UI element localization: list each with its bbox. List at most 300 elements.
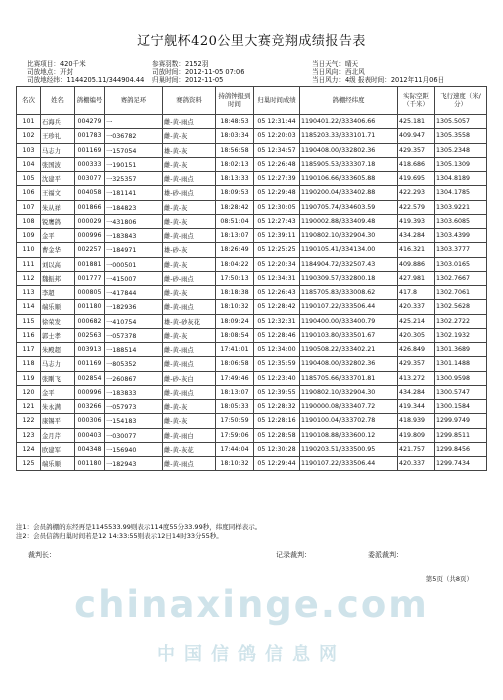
- table-cell: 426.849: [398, 343, 435, 357]
- table-cell: 434.284: [398, 385, 435, 399]
- table-cell: 103: [17, 143, 41, 157]
- table-cell: 雌-黄-灰花: [163, 442, 216, 456]
- table-row: [17, 385, 487, 399]
- table-cell: 1303.4399: [435, 229, 487, 243]
- table-cell: 1302.1932: [435, 328, 487, 342]
- table-cell: 107: [17, 200, 41, 214]
- table-row: [17, 214, 487, 228]
- table-cell: 419.344: [398, 400, 435, 414]
- table-cell: 110: [17, 243, 41, 257]
- table-cell: 1300.5747: [435, 385, 487, 399]
- table-cell: 一030077: [105, 428, 163, 442]
- table-cell: 1185203.33/333101.71: [300, 129, 398, 143]
- table-cell: 1190802.10/332904.30: [300, 385, 398, 399]
- table-cell: 18:09:24: [216, 314, 254, 328]
- table-row: [17, 314, 487, 328]
- table-header-row: [17, 87, 487, 115]
- page-number: 第5页（共8页）: [425, 575, 473, 583]
- footnotes: [16, 523, 261, 541]
- table-cell: 000805: [75, 286, 105, 300]
- table-cell: 418.939: [398, 414, 435, 428]
- table-cell: 康锡平: [41, 414, 75, 428]
- table-cell: 雌-黄-灰: [163, 200, 216, 214]
- table-row: [17, 428, 487, 442]
- table-row: [17, 357, 487, 371]
- table-cell: 一: [105, 115, 163, 129]
- meta-item: 当日风向：西北风: [312, 68, 365, 76]
- table-cell: 雌-黄-灰: [163, 157, 216, 171]
- table-cell: 001169: [75, 357, 105, 371]
- table-cell: 108: [17, 214, 41, 228]
- table-cell: 001866: [75, 200, 105, 214]
- table-cell: 1301.3689: [435, 343, 487, 357]
- table-cell: 001777: [75, 271, 105, 285]
- table-cell: 一190151: [105, 157, 163, 171]
- table-cell: 1303.0165: [435, 257, 487, 271]
- report-title: 辽宁舰杯420公里大赛竞翔成绩报告表: [137, 34, 366, 49]
- table-cell: 121: [17, 400, 41, 414]
- table-cell: 雌-黄-灰: [163, 400, 216, 414]
- table-cell: 05 12:25:25: [254, 243, 300, 257]
- table-cell: 05 12:28:46: [254, 328, 300, 342]
- table-cell: 409.947: [398, 129, 435, 143]
- table-cell: 123: [17, 428, 41, 442]
- watermark-domain: chinaxinge.com: [74, 583, 429, 626]
- table-cell: 1190002.88/333409.48: [300, 214, 398, 228]
- table-cell: 419.695: [398, 172, 435, 186]
- table-cell: 王珍礼: [41, 129, 75, 143]
- table-cell: 王福文: [41, 186, 75, 200]
- table-cell: 05 12:32:31: [254, 314, 300, 328]
- table-cell: 05 12:28:16: [254, 414, 300, 428]
- table-cell: 001169: [75, 143, 105, 157]
- table-cell: 001783: [75, 129, 105, 143]
- table-cell: 1300.9598: [435, 371, 487, 385]
- table-cell: 一154183: [105, 414, 163, 428]
- table-cell: 沈建平: [41, 172, 75, 186]
- table-cell: 雌-砂-灰白: [163, 371, 216, 385]
- table-cell: 118: [17, 357, 41, 371]
- table-cell: 004348: [75, 442, 105, 456]
- table-cell: 雄-砂-灰: [163, 243, 216, 257]
- table-cell: 李超: [41, 286, 75, 300]
- table-cell: 18:18:38: [216, 286, 254, 300]
- table-cell: 1190107.22/333506.44: [300, 300, 398, 314]
- table-cell: 金月芹: [41, 428, 75, 442]
- table-row: [17, 400, 487, 414]
- table-cell: 001881: [75, 257, 105, 271]
- table-cell: 1299.8456: [435, 442, 487, 456]
- table-row: [17, 200, 487, 214]
- table-cell: 05 12:26:48: [254, 157, 300, 171]
- table-cell: 雌-黄-灰: [163, 414, 216, 428]
- table-cell: 004279: [75, 115, 105, 129]
- table-cell: 1190400.00/333400.79: [300, 314, 398, 328]
- table-cell: 1303.3777: [435, 243, 487, 257]
- column-header: 实际空距（千米）: [398, 87, 435, 115]
- table-row: [17, 300, 487, 314]
- table-cell: 一057378: [105, 328, 163, 342]
- table-cell: 张剛飞: [41, 371, 75, 385]
- table-cell: 1184904.72/332507.43: [300, 257, 398, 271]
- meta-item: 比赛项目：420千米: [27, 60, 86, 68]
- table-cell: 雌-黄-灰: [163, 257, 216, 271]
- table-cell: 1190108.88/333600.12: [300, 428, 398, 442]
- table-cell: 003913: [75, 343, 105, 357]
- table-row: [17, 157, 487, 171]
- table-cell: 102: [17, 129, 41, 143]
- table-cell: 000996: [75, 385, 105, 399]
- table-cell: 420.337: [398, 300, 435, 314]
- table-cell: 1185705.83/333008.62: [300, 286, 398, 300]
- table-cell: 1302.5628: [435, 300, 487, 314]
- table-cell: 欧建军: [41, 442, 75, 456]
- table-cell: 一188514: [105, 343, 163, 357]
- table-cell: 17:44:04: [216, 442, 254, 456]
- table-cell: 18:06:58: [216, 357, 254, 371]
- table-cell: 434.284: [398, 229, 435, 243]
- table-cell: 05 12:39:11: [254, 229, 300, 243]
- table-cell: 002257: [75, 243, 105, 257]
- table-row: [17, 115, 487, 129]
- table-cell: 一325357: [105, 172, 163, 186]
- table-row: [17, 143, 487, 157]
- table-cell: 1190802.10/332904.30: [300, 229, 398, 243]
- table-row: [17, 457, 487, 471]
- table-cell: 一184971: [105, 243, 163, 257]
- column-header: 持鸽钟报到时间: [216, 87, 254, 115]
- table-cell: 一431806: [105, 214, 163, 228]
- table-cell: 1300.1584: [435, 400, 487, 414]
- table-cell: 1190508.22/333402.21: [300, 343, 398, 357]
- table-cell: 1299.8511: [435, 428, 487, 442]
- table-cell: 1185905.53/333307.18: [300, 157, 398, 171]
- table-cell: 422.293: [398, 186, 435, 200]
- table-cell: 05 12:26:43: [254, 286, 300, 300]
- table-cell: 1303.9221: [435, 200, 487, 214]
- meta-col-3: [312, 60, 444, 84]
- table-cell: 113: [17, 286, 41, 300]
- table-cell: 122: [17, 414, 41, 428]
- table-cell: 雌-黄-雨点: [163, 457, 216, 471]
- table-row: [17, 243, 487, 257]
- table-cell: 18:03:34: [216, 129, 254, 143]
- table-cell: 雌-黄-雨点: [163, 300, 216, 314]
- table-cell: 05 12:30:05: [254, 200, 300, 214]
- table-cell: 朱永满: [41, 400, 75, 414]
- table-cell: 一182936: [105, 300, 163, 314]
- table-row: [17, 371, 487, 385]
- table-row: [17, 286, 487, 300]
- footnote: 注1：会员鸽棚的东经再是1145533.99则表示114度55分33.99秒，纬度同样表示。: [16, 523, 262, 531]
- table-cell: 425.181: [398, 115, 435, 129]
- table-cell: 曹金华: [41, 243, 75, 257]
- table-cell: 000996: [75, 229, 105, 243]
- table-cell: 1305.1309: [435, 157, 487, 171]
- table-cell: 1304.1785: [435, 186, 487, 200]
- table-cell: 雌-黄-雨点: [163, 229, 216, 243]
- table-cell: 419.809: [398, 428, 435, 442]
- table-cell: 05 12:30:28: [254, 442, 300, 456]
- table-cell: 05 12:28:42: [254, 300, 300, 314]
- table-cell: 429.357: [398, 143, 435, 157]
- table-cell: 05 12:23:40: [254, 371, 300, 385]
- table-cell: 18:13:07: [216, 229, 254, 243]
- table-cell: 朱殿超: [41, 343, 75, 357]
- table-cell: 05 12:34:31: [254, 271, 300, 285]
- table-cell: 18:10:32: [216, 457, 254, 471]
- table-cell: 17:59:06: [216, 428, 254, 442]
- table-cell: 418.686: [398, 157, 435, 171]
- chief-judge-signature: 裁判长：: [28, 551, 56, 559]
- table-cell: 05 12:34:00: [254, 343, 300, 357]
- table-cell: 420.305: [398, 328, 435, 342]
- table-cell: 雌-黄-雨点: [163, 357, 216, 371]
- table-cell: 000029: [75, 214, 105, 228]
- column-header: 名次: [17, 87, 41, 115]
- table-cell: 115: [17, 314, 41, 328]
- table-cell: 420.337: [398, 457, 435, 471]
- table-cell: 422.579: [398, 200, 435, 214]
- column-header: 赛鸽资料: [163, 87, 216, 115]
- table-cell: 1304.8189: [435, 172, 487, 186]
- table-cell: 魏振邦: [41, 271, 75, 285]
- table-cell: 马志力: [41, 143, 75, 157]
- assigned-judge-signature: 委派裁判：: [368, 551, 403, 559]
- table-cell: 05 12:39:55: [254, 385, 300, 399]
- column-header: 姓名: [41, 87, 75, 115]
- table-cell: 000403: [75, 428, 105, 442]
- table-cell: 18:56:58: [216, 143, 254, 157]
- table-cell: 雌-黄-雨点: [163, 343, 216, 357]
- table-cell: 石海兵: [41, 115, 75, 129]
- table-cell: 003077: [75, 172, 105, 186]
- table-cell: 1190100.04/333702.78: [300, 414, 398, 428]
- table-row: [17, 186, 487, 200]
- watermark-site-name: 中国信鸽信息网: [157, 644, 346, 665]
- table-cell: 425.214: [398, 314, 435, 328]
- table-cell: 1190103.80/333501.67: [300, 328, 398, 342]
- table-cell: 000306: [75, 414, 105, 428]
- table-cell: 雌-黄-灰: [163, 129, 216, 143]
- table-cell: 雌-砂-雨点: [163, 271, 216, 285]
- table-cell: 429.357: [398, 357, 435, 371]
- table-row: [17, 442, 487, 456]
- table-cell: 雄-黄-砂灰花: [163, 314, 216, 328]
- table-cell: 17:49:46: [216, 371, 254, 385]
- table-cell: 刘以高: [41, 257, 75, 271]
- table-cell: 05 12:28:32: [254, 400, 300, 414]
- table-cell: 000682: [75, 314, 105, 328]
- meta-col-1: [27, 60, 144, 84]
- table-cell: 105: [17, 172, 41, 186]
- table-cell: 18:13:33: [216, 172, 254, 186]
- recording-judge-signature: 记录裁判：: [276, 551, 311, 559]
- table-cell: 朱从祥: [41, 200, 75, 214]
- table-cell: 1301.1488: [435, 357, 487, 371]
- table-cell: 000333: [75, 157, 105, 171]
- table-cell: 417.8: [398, 286, 435, 300]
- table-cell: 雄-砂-雨点: [163, 186, 216, 200]
- table-cell: 1190309.57/332800.18: [300, 271, 398, 285]
- table-cell: 1299.7434: [435, 457, 487, 471]
- table-cell: 116: [17, 328, 41, 342]
- table-cell: 1305.3558: [435, 129, 487, 143]
- table-cell: 1302.7667: [435, 271, 487, 285]
- table-cell: 004058: [75, 186, 105, 200]
- table-cell: 05 12:29:44: [254, 457, 300, 471]
- table-cell: 05 12:20:03: [254, 129, 300, 143]
- table-cell: 一805352: [105, 357, 163, 371]
- table-cell: 18:13:07: [216, 385, 254, 399]
- table-cell: 1299.9749: [435, 414, 487, 428]
- table-cell: 125: [17, 457, 41, 471]
- table-cell: 金平: [41, 229, 75, 243]
- table-cell: 一183843: [105, 229, 163, 243]
- table-cell: 一183833: [105, 385, 163, 399]
- table-cell: 18:08:54: [216, 328, 254, 342]
- table-cell: 1190105.41/334134.00: [300, 243, 398, 257]
- table-row: [17, 129, 487, 143]
- table-cell: 端乐顺: [41, 300, 75, 314]
- table-cell: 18:48:53: [216, 115, 254, 129]
- table-cell: 1305.5057: [435, 115, 487, 129]
- table-cell: 1190705.74/334603.59: [300, 200, 398, 214]
- table-cell: 一156940: [105, 442, 163, 456]
- table-cell: 雌-黄-灰: [163, 328, 216, 342]
- table-cell: 05 12:20:34: [254, 257, 300, 271]
- table-cell: 05 12:27:39: [254, 172, 300, 186]
- meta-col-2: [152, 60, 244, 84]
- results-table: [16, 86, 487, 471]
- table-cell: 1190401.22/333406.66: [300, 115, 398, 129]
- table-cell: 马志力: [41, 357, 75, 371]
- table-cell: 05 12:28:58: [254, 428, 300, 442]
- table-cell: 419.393: [398, 214, 435, 228]
- table-cell: 416.321: [398, 243, 435, 257]
- table-cell: 1302.2722: [435, 314, 487, 328]
- meta-item: 参赛羽数：2152羽: [152, 60, 209, 68]
- table-row: [17, 257, 487, 271]
- column-header: 鸽棚编号: [75, 87, 105, 115]
- table-cell: 郭士孝: [41, 328, 75, 342]
- table-cell: 1190408.00/332802.36: [300, 143, 398, 157]
- table-cell: 18:05:33: [216, 400, 254, 414]
- column-header: 归巢时间成绩: [254, 87, 300, 115]
- table-cell: 111: [17, 257, 41, 271]
- table-cell: 一181141: [105, 186, 163, 200]
- table-cell: 一260867: [105, 371, 163, 385]
- table-cell: 003266: [75, 400, 105, 414]
- table-cell: 雌-黄-灰: [163, 286, 216, 300]
- table-cell: 1303.6085: [435, 214, 487, 228]
- meta-item: 当日天气：晴天: [312, 60, 359, 68]
- table-cell: 427.981: [398, 271, 435, 285]
- table-body: [17, 115, 487, 471]
- table-cell: 雌-黄-灰: [163, 214, 216, 228]
- table-cell: 1190203.51/333500.95: [300, 442, 398, 456]
- column-header: 赛鸽足环: [105, 87, 163, 115]
- meta-item: 司放时间：2012-11-05 07:06: [152, 68, 245, 76]
- table-cell: 一157054: [105, 143, 163, 157]
- table-cell: 一410754: [105, 314, 163, 328]
- table-cell: 001180: [75, 457, 105, 471]
- table-cell: 1190000.08/333407.72: [300, 400, 398, 414]
- table-cell: 1305.2348: [435, 143, 487, 157]
- table-cell: 117: [17, 343, 41, 357]
- table-row: [17, 271, 487, 285]
- table-cell: 002563: [75, 328, 105, 342]
- table-cell: 雌-黄-雨白: [163, 428, 216, 442]
- table-cell: 05 12:34:57: [254, 143, 300, 157]
- table-cell: 雄-黄-灰: [163, 143, 216, 157]
- table-cell: 一000501: [105, 257, 163, 271]
- table-cell: 104: [17, 157, 41, 171]
- table-cell: 413.272: [398, 371, 435, 385]
- meta-item: 归巢时间：2012-11-05: [152, 76, 224, 84]
- table-cell: 106: [17, 186, 41, 200]
- table-cell: 徐荣发: [41, 314, 75, 328]
- table-row: [17, 172, 487, 186]
- table-cell: 一417844: [105, 286, 163, 300]
- column-header: 鸽棚经纬度: [300, 87, 398, 115]
- table-cell: 一036782: [105, 129, 163, 143]
- table-cell: 1190107.22/333506.44: [300, 457, 398, 471]
- table-row: [17, 343, 487, 357]
- table-cell: 124: [17, 442, 41, 456]
- table-cell: 一057973: [105, 400, 163, 414]
- meta-item: 当日风力：4级 报表时间：2012年11月06日: [312, 76, 445, 84]
- table-cell: 18:26:49: [216, 243, 254, 257]
- table-cell: 109: [17, 229, 41, 243]
- table-cell: 112: [17, 271, 41, 285]
- table-cell: 金平: [41, 385, 75, 399]
- table-row: [17, 414, 487, 428]
- table-cell: 18:28:42: [216, 200, 254, 214]
- table-cell: 05 12:29:48: [254, 186, 300, 200]
- table-cell: 421.757: [398, 442, 435, 456]
- table-cell: 1190106.66/333605.88: [300, 172, 398, 186]
- meta-item: 司放地经纬：1144205.11/344904.44: [27, 76, 145, 84]
- table-cell: 119: [17, 371, 41, 385]
- table-row: [17, 229, 487, 243]
- table-cell: 18:09:53: [216, 186, 254, 200]
- table-cell: 张国波: [41, 157, 75, 171]
- column-header: 飞行速度（米/分）: [435, 87, 487, 115]
- table-cell: 17:41:01: [216, 343, 254, 357]
- table-cell: 05 12:35:59: [254, 357, 300, 371]
- table-cell: 锐鹰鸽: [41, 214, 75, 228]
- table-cell: 雌-黄-雨点: [163, 115, 216, 129]
- table-cell: 08:51:04: [216, 214, 254, 228]
- table-cell: 05 12:31:44: [254, 115, 300, 129]
- table-cell: 雌-黄-雨点: [163, 172, 216, 186]
- footnote: 注2：会员信鸽归巢时间若是12 14:33:55则表示12日14时33分55秒。: [16, 532, 223, 540]
- table-cell: 1190200.04/333402.88: [300, 186, 398, 200]
- table-cell: 409.886: [398, 257, 435, 271]
- table-cell: 101: [17, 115, 41, 129]
- table-cell: 1185705.66/333701.81: [300, 371, 398, 385]
- table-cell: 120: [17, 385, 41, 399]
- table-cell: 17:50:13: [216, 271, 254, 285]
- table-cell: 18:10:32: [216, 300, 254, 314]
- table-cell: 05 12:27:43: [254, 214, 300, 228]
- table-cell: 雌-黄-雨点: [163, 385, 216, 399]
- table-cell: 002854: [75, 371, 105, 385]
- table-cell: 001180: [75, 300, 105, 314]
- table-cell: 一415007: [105, 271, 163, 285]
- table-row: [17, 328, 487, 342]
